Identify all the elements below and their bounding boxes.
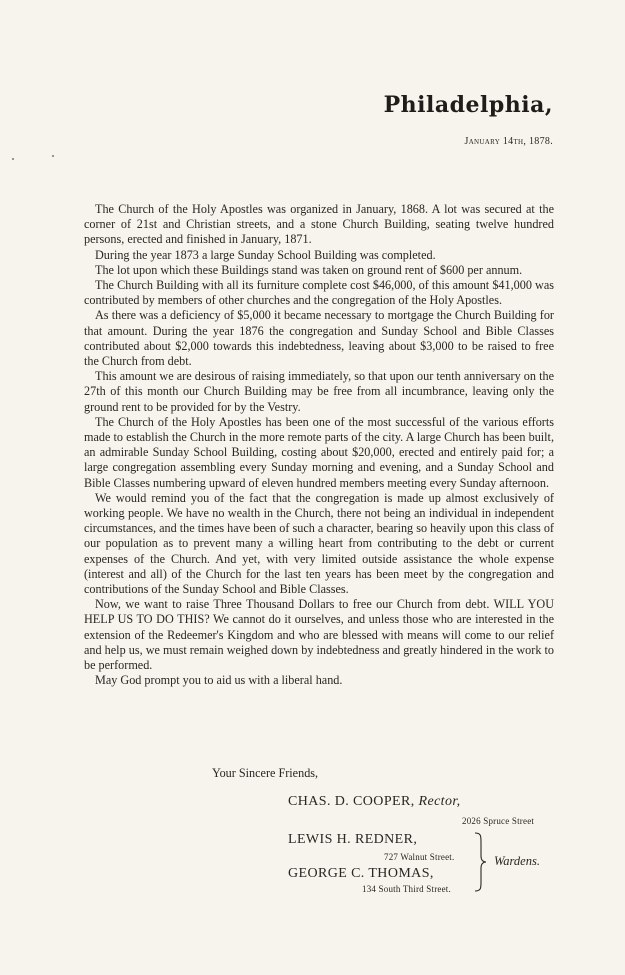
closing-salutation: Your Sincere Friends, (212, 766, 319, 780)
rector-signature (288, 794, 461, 810)
paragraph-appeal: Now, we want to raise Three Thousand Dollars to free our Church from debt. WILL YOU HELP US TO DO THIS? We cannot do it ourselves, and unless those who are interested in the extension of the Redeemer's Kingdom and who are blessed with means will come to our relief and help us, we must remain weighed down by indebtedness and greatly hindered in the work to be performed. (84, 597, 554, 673)
rector-name: CHAS. D. COOPER, (288, 794, 415, 809)
letterhead-city: Philadelphia, (383, 92, 553, 118)
letter-date: January 14th, 1878. (464, 136, 553, 147)
paragraph-ground-rent: The lot upon which these Buildings stand was taken on ground rent of $600 per annum. (95, 262, 523, 277)
rector-title: Rector, (418, 794, 461, 809)
paragraph-sunday-school: During the year 1873 a large Sunday School Building was completed. (95, 247, 436, 262)
paragraph-blessing: May God prompt you to aid us with a liberal hand. (95, 673, 343, 688)
warden2-name: GEORGE C. THOMAS, (288, 866, 434, 881)
warden1-address: 727 Walnut Street. (384, 852, 455, 862)
warden1-name: LEWIS H. REDNER, (288, 832, 418, 847)
paragraph-building-cost: The Church Building with all its furniture complete cost $46,000, of this amount $41,000 was contributed by members of other churches and the congregation of the Holy Apostles. (84, 278, 554, 308)
rector-address: 2026 Spruce Street (462, 816, 535, 826)
warden2-address: 134 South Third Street. (362, 884, 451, 894)
paragraph-anniversary: This amount we are desirous of raising immediately, so that upon our tenth anniversary on the 27th of this month our Church Building may be free from all incumbrance, leaving only the ground rent to be provided for by the Vestry. (84, 369, 554, 414)
paper-speck (12, 158, 14, 160)
paragraph-working-people: We would remind you of the fact that the congregation is made up almost exclusively of working people. We have no wealth in the Church, there not being an individual in independent circumstances, and the times have been of such a character, bearing so heavily upon this class of our population as to prevent many a willing heart from contributing to the debt or current expenses of the Church. And yet, with very limited outside assistance the whole expense (interest and all) of the Church for the last ten years has been meet by the congregation and contributions of the Sunday School and Bible Classes. (84, 490, 554, 597)
brace-icon (473, 832, 487, 892)
wardens-label: Wardens. (494, 854, 540, 868)
paragraph-organization: The Church of the Holy Apostles was organized in January, 1868. A lot was secured at the corner of 21st and Christian streets, and a stone Church Building, seating twelve hundred persons, erected and finished in January, 1871. (84, 202, 554, 247)
paragraph-success: The Church of the Holy Apostles has been one of the most successful of the various efforts made to establish the Church in the more remote parts of the city. A large Church has been built, an admirable Sunday School Building, costing about $20,000, erected and entirely paid for; a large congregation assembling every Sunday morning and evening, and a Sunday School and Bible Classes numbering upward of eleven hundred members meeting every Sunday afternoon. (84, 414, 554, 490)
letter-body (84, 202, 554, 689)
paragraph-mortgage: As there was a deficiency of $5,000 it became necessary to mortgage the Church Building for that amount. During the year 1876 the congregation and Sunday School and Bible Classes contributed about $2,000 towards this indebtedness, leaving about $3,000 to be raised to free the Church from debt. (84, 308, 554, 369)
paper-speck (52, 155, 54, 157)
